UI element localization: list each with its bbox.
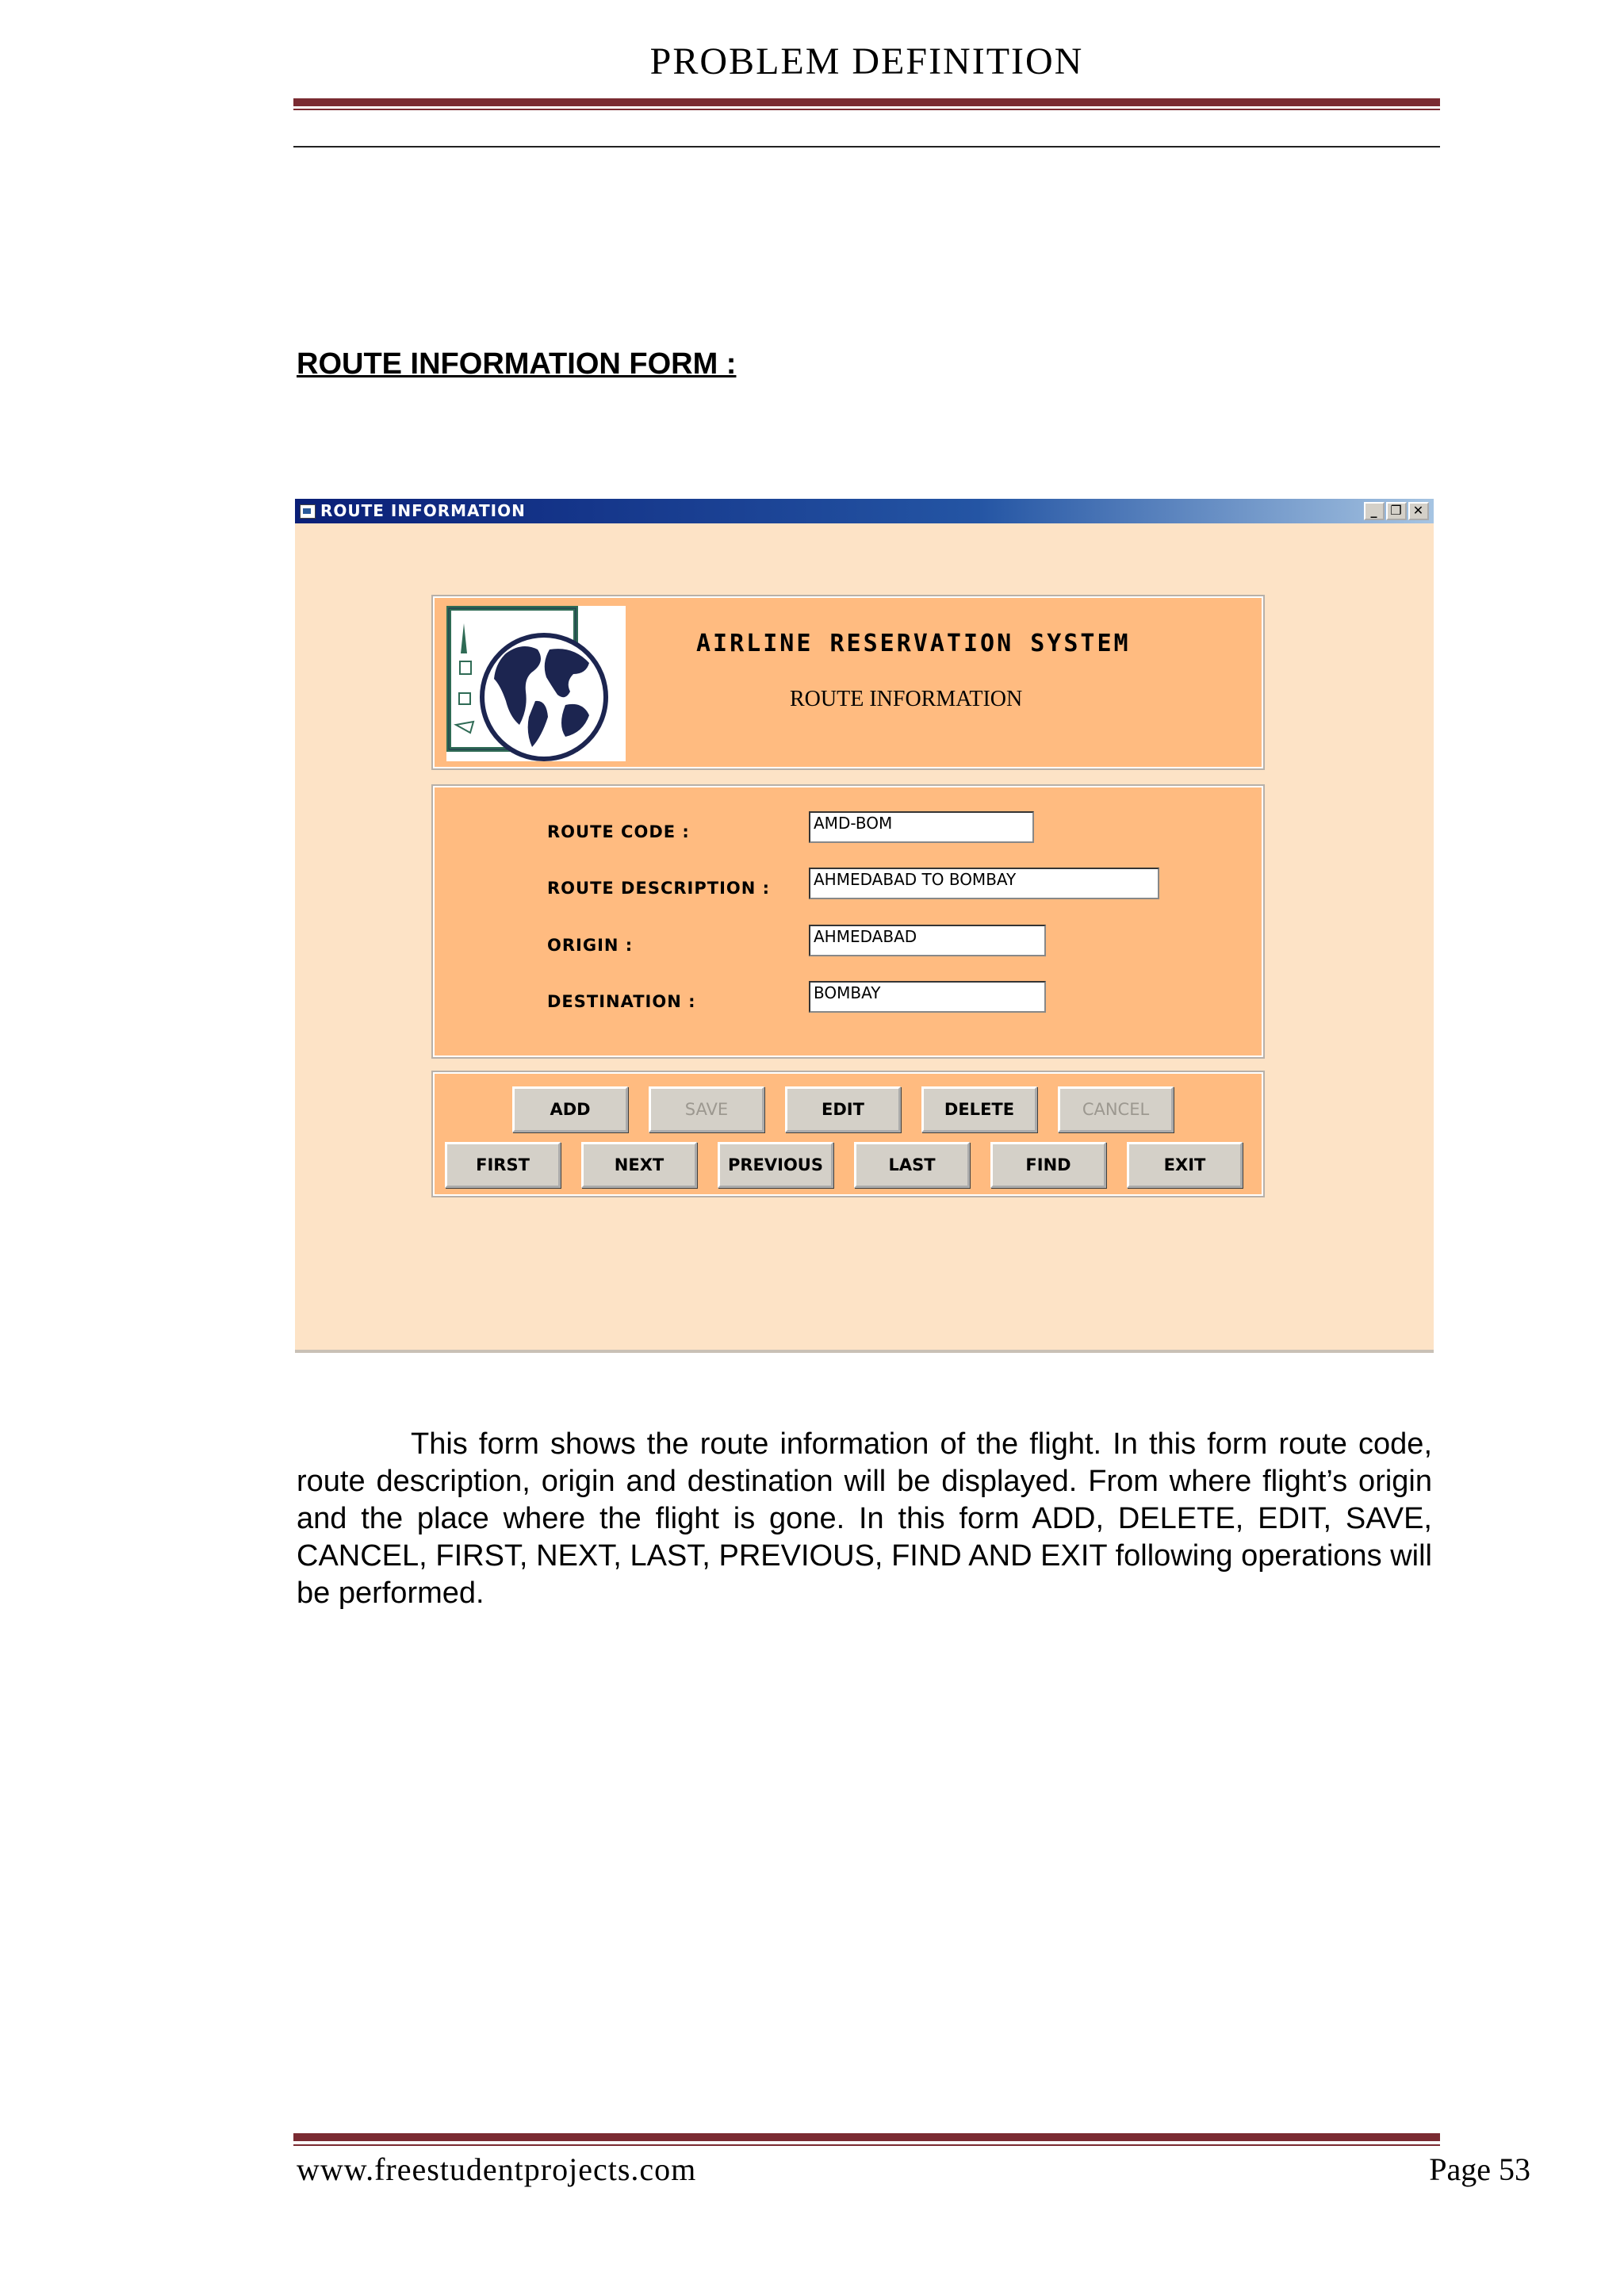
app-icon [300, 504, 316, 519]
route-description-input[interactable]: AHMEDABAD TO BOMBAY [809, 868, 1159, 899]
route-code-label: ROUTE CODE : [547, 822, 690, 841]
header-rule-thin [293, 109, 1440, 110]
description-text: This form shows the route information of the flight. In this form route code, route description, origin and destination will be displayed. From where flight’s origin and the place where the flight is gone. In this form ADD, DELETE, EDIT, SAVE, CANCEL, FIRST, NEXT, LAST, PREVIOUS, FIND AND EXIT following operations will be performed. [297, 1427, 1432, 1610]
globe-logo [446, 606, 626, 761]
header-rule-lower [293, 146, 1440, 148]
system-title: AIRLINE RESERVATION SYSTEM [696, 630, 1131, 657]
minimize-button[interactable]: _ [1364, 502, 1385, 520]
footer-rule-thin [293, 2144, 1440, 2146]
destination-input[interactable]: BOMBAY [809, 981, 1046, 1013]
section-heading: ROUTE INFORMATION FORM : [297, 347, 737, 381]
add-button[interactable]: ADD [512, 1086, 628, 1132]
delete-button[interactable]: DELETE [921, 1086, 1037, 1132]
globe-icon [446, 606, 626, 761]
banner-panel [433, 596, 1263, 768]
find-button[interactable]: FIND [990, 1142, 1106, 1188]
previous-button[interactable]: PREVIOUS [718, 1142, 833, 1188]
window-title: ROUTE INFORMATION [320, 501, 526, 520]
close-button[interactable]: ✕ [1408, 502, 1429, 520]
cancel-button[interactable]: CANCEL [1058, 1086, 1174, 1132]
buttons-panel [433, 1072, 1263, 1196]
window-titlebar[interactable] [295, 499, 1434, 523]
edit-button[interactable]: EDIT [785, 1086, 901, 1132]
description-paragraph [297, 1426, 1432, 1612]
route-code-input[interactable]: AMD-BOM [809, 811, 1034, 843]
window-controls [1364, 502, 1429, 520]
header-rule-thick [293, 98, 1440, 106]
form-subtitle: ROUTE INFORMATION [790, 687, 1023, 711]
last-button[interactable]: LAST [854, 1142, 970, 1188]
footer-rule-thick [293, 2133, 1440, 2141]
restore-button[interactable]: ❐ [1386, 502, 1407, 520]
page-number: Page 53 [1429, 2151, 1530, 2187]
route-information-window [295, 499, 1434, 1353]
fields-panel [433, 786, 1263, 1057]
first-button[interactable]: FIRST [445, 1142, 561, 1188]
origin-input[interactable]: AHMEDABAD [809, 925, 1046, 956]
page-header-title: PROBLEM DEFINITION [649, 40, 1084, 82]
footer-url: www.freestudentprojects.com [297, 2151, 697, 2187]
save-button[interactable]: SAVE [649, 1086, 764, 1132]
exit-button[interactable]: EXIT [1127, 1142, 1243, 1188]
origin-label: ORIGIN : [547, 936, 634, 955]
next-button[interactable]: NEXT [581, 1142, 697, 1188]
route-description-label: ROUTE DESCRIPTION : [547, 879, 771, 898]
destination-label: DESTINATION : [547, 992, 696, 1011]
